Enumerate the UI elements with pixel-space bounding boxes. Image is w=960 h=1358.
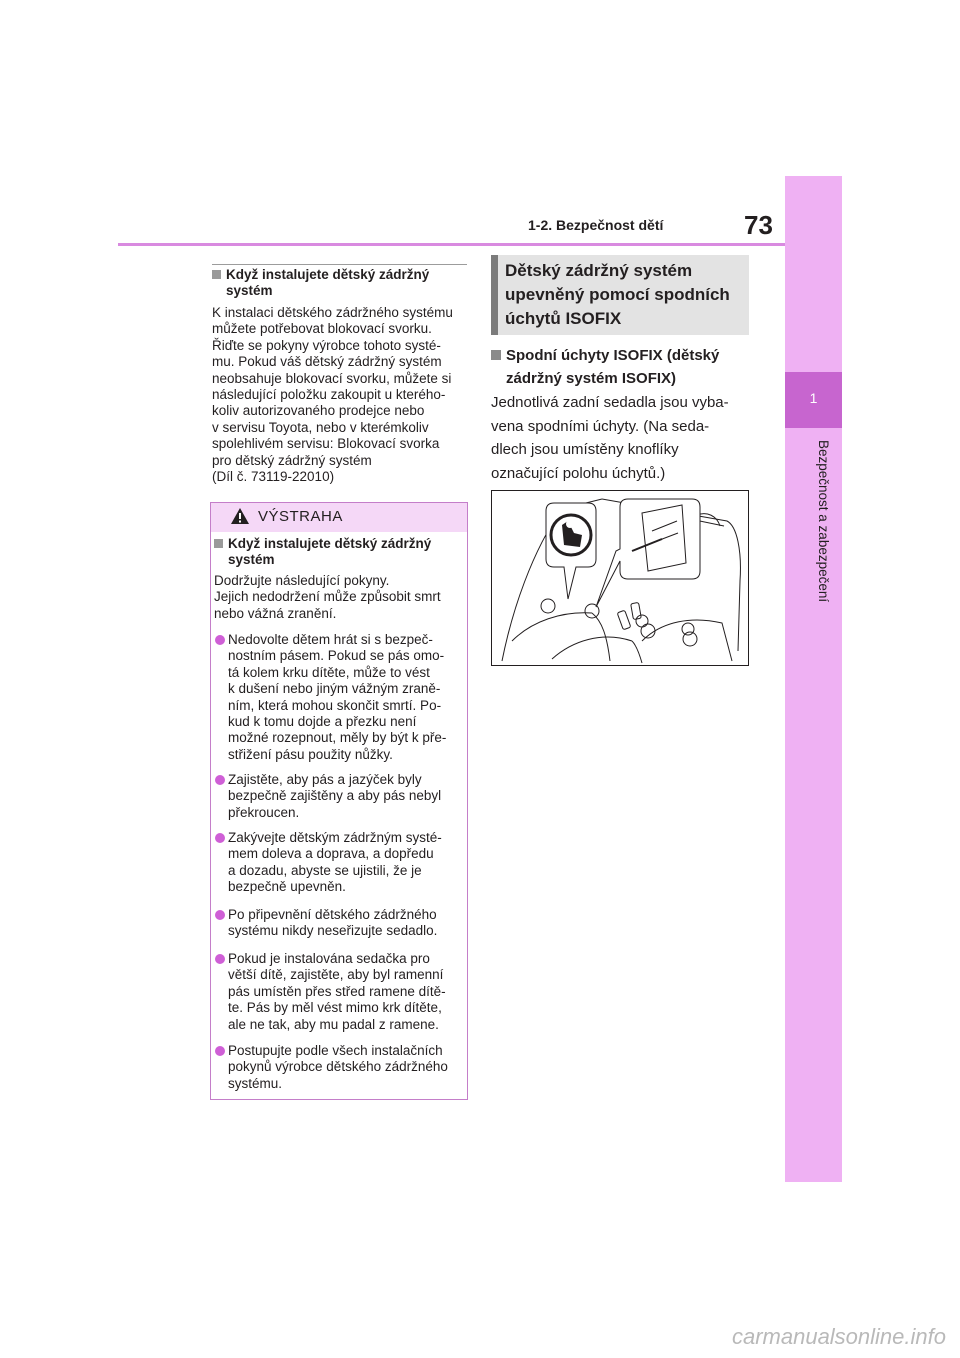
bullet-line: Postupujte podle všech instalačních — [228, 1043, 443, 1058]
paragraph-line: Řiďte se pokyny výrobce tohoto systé- — [212, 337, 441, 353]
bullet-dot-icon — [215, 775, 225, 785]
left-heading-line: systém — [226, 283, 273, 298]
warning-bullet — [215, 951, 465, 1033]
left-paragraph — [212, 305, 453, 485]
paragraph-line: vena spodními úchyty. (Na seda- — [491, 417, 710, 435]
isofix-heading-line: úchytů ISOFIX — [505, 309, 622, 328]
rear-seat-drawing — [492, 491, 748, 665]
bullet-line: větší dítě, zajistěte, aby byl ramenní — [228, 967, 444, 983]
bullet-line: k dušení nebo jiným vážným zraně- — [228, 681, 441, 697]
intro-line: Dodržujte následující pokyny. — [214, 573, 390, 588]
paragraph-line: neobsahuje blokovací svorku, můžete si — [212, 370, 452, 386]
warning-bullet — [215, 632, 465, 763]
subheading-line: zádržný systém ISOFIX) — [506, 370, 677, 387]
subheading-line: Spodní úchyty ISOFIX (dětský — [506, 347, 720, 364]
isofix-paragraph — [491, 391, 729, 485]
bullet-line: nostním pásem. Pokud se pás omo- — [228, 648, 445, 664]
paragraph-line: (Díl č. 73119-22010) — [212, 469, 335, 485]
bullet-line: mem doleva a doprava, a dopředu — [228, 846, 434, 862]
isofix-heading-line: Dětský zádržný systém — [505, 261, 693, 280]
section-title: 1-2. Bezpečnost dětí — [528, 217, 664, 233]
paragraph-line: Jednotlivá zadní sedadla jsou vyba- — [491, 394, 729, 411]
bullet-line: tá kolem krku dítěte, může to vést — [228, 664, 430, 680]
bullet-line: Po připevnění dětského zádržného — [228, 907, 437, 922]
bullet-line: pokynů výrobce dětského zádržného — [228, 1059, 448, 1075]
square-bullet-icon — [214, 539, 223, 548]
warning-heading-line: systém — [228, 552, 275, 567]
bullet-line: ním, která mohou skončit smrtí. Po- — [228, 697, 442, 713]
bullet-line: te. Pás by měl vést mimo krk dítěte, — [228, 1000, 442, 1016]
isofix-heading — [505, 259, 730, 331]
warning-heading-line: Když instalujete dětský zádržný — [228, 536, 432, 551]
warning-bullet — [215, 830, 465, 896]
bullet-line: překroucen. — [228, 804, 300, 820]
warning-triangle-icon — [230, 507, 250, 525]
bullet-line: Pokud je instalována sedačka pro — [228, 951, 430, 966]
bullet-dot-icon — [215, 833, 225, 843]
warning-title: VÝSTRAHA — [258, 508, 343, 525]
paragraph-line: následující položku zakoupit u kterého- — [212, 387, 446, 403]
paragraph-line: označující polohu úchytů.) — [491, 464, 666, 482]
bullet-line: bezpečně zajištěny a aby pás nebyl — [228, 788, 442, 804]
bullet-line: ale ne tak, aby mu padal z ramene. — [228, 1016, 439, 1032]
warning-bullet — [215, 907, 465, 940]
bullet-line: Zajistěte, aby pás a jazýček byly — [228, 772, 422, 787]
warning-intro — [214, 573, 441, 622]
chapter-number: 1 — [809, 390, 818, 406]
bullet-line: střižení pásu použity nůžky. — [228, 746, 393, 762]
bullet-line: pás umístěn přes střed ramene dítě- — [228, 983, 446, 999]
intro-line: Jejich nedodržení může způsobit smrt — [214, 589, 441, 605]
bullet-dot-icon — [215, 954, 225, 964]
bullet-line: systému. — [228, 1075, 283, 1091]
bullet-line: Zakývejte dětským zádržným systé- — [228, 830, 442, 845]
warning-bullet — [215, 772, 465, 821]
bullet-line: bezpečně upevněn. — [228, 879, 346, 895]
bullet-line: Nedovolte dětem hrát si s bezpeč- — [228, 632, 433, 647]
left-heading — [212, 267, 429, 299]
warning-heading — [214, 536, 431, 568]
isofix-heading-line: upevněný pomocí spodních — [505, 285, 730, 304]
watermark: carmanualsonline.info — [731, 1324, 946, 1349]
paragraph-line: pro dětský zádržný systém — [212, 452, 372, 468]
isofix-illustration — [491, 490, 749, 666]
bullet-line: systému nikdy neseřizujte sedadlo. — [228, 923, 438, 939]
intro-line: nebo vážná zranění. — [214, 605, 337, 621]
bullet-dot-icon — [215, 910, 225, 920]
left-heading-line: Když instalujete dětský zádržný — [226, 267, 430, 282]
isofix-subheading — [491, 344, 719, 390]
bullet-line: a dozadu, abyste se ujistili, že je — [228, 862, 422, 878]
square-bullet-icon — [212, 270, 221, 279]
page-number: 73 — [744, 210, 773, 240]
paragraph-line: dlech jsou umístěny knoflíky — [491, 441, 679, 458]
bullet-line: možné rozepnout, měly by být k pře- — [228, 730, 447, 746]
paragraph-line: spolehlivém servisu: Blokovací svorka — [212, 436, 440, 452]
bullet-dot-icon — [215, 635, 225, 645]
paragraph-line: K instalaci dětského zádržného systému — [212, 305, 453, 320]
square-bullet-icon — [491, 350, 501, 360]
paragraph-line: koliv autorizovaného prodejce nebo — [212, 403, 425, 419]
paragraph-line: v servisu Toyota, nebo v kterémkoliv — [212, 419, 429, 435]
bullet-line: kud k tomu dojde a přezku není — [228, 714, 417, 730]
section-rule — [212, 264, 467, 265]
warning-bullet — [215, 1043, 465, 1092]
chapter-label: Bezpečnost a zabezpečení — [816, 440, 831, 603]
paragraph-line: můžete potřebovat blokovací svorku. — [212, 321, 432, 337]
paragraph-line: mu. Pokud váš dětský zádržný systém — [212, 354, 442, 370]
bullet-dot-icon — [215, 1046, 225, 1056]
header-rule — [118, 243, 785, 246]
side-tab — [785, 176, 842, 1182]
